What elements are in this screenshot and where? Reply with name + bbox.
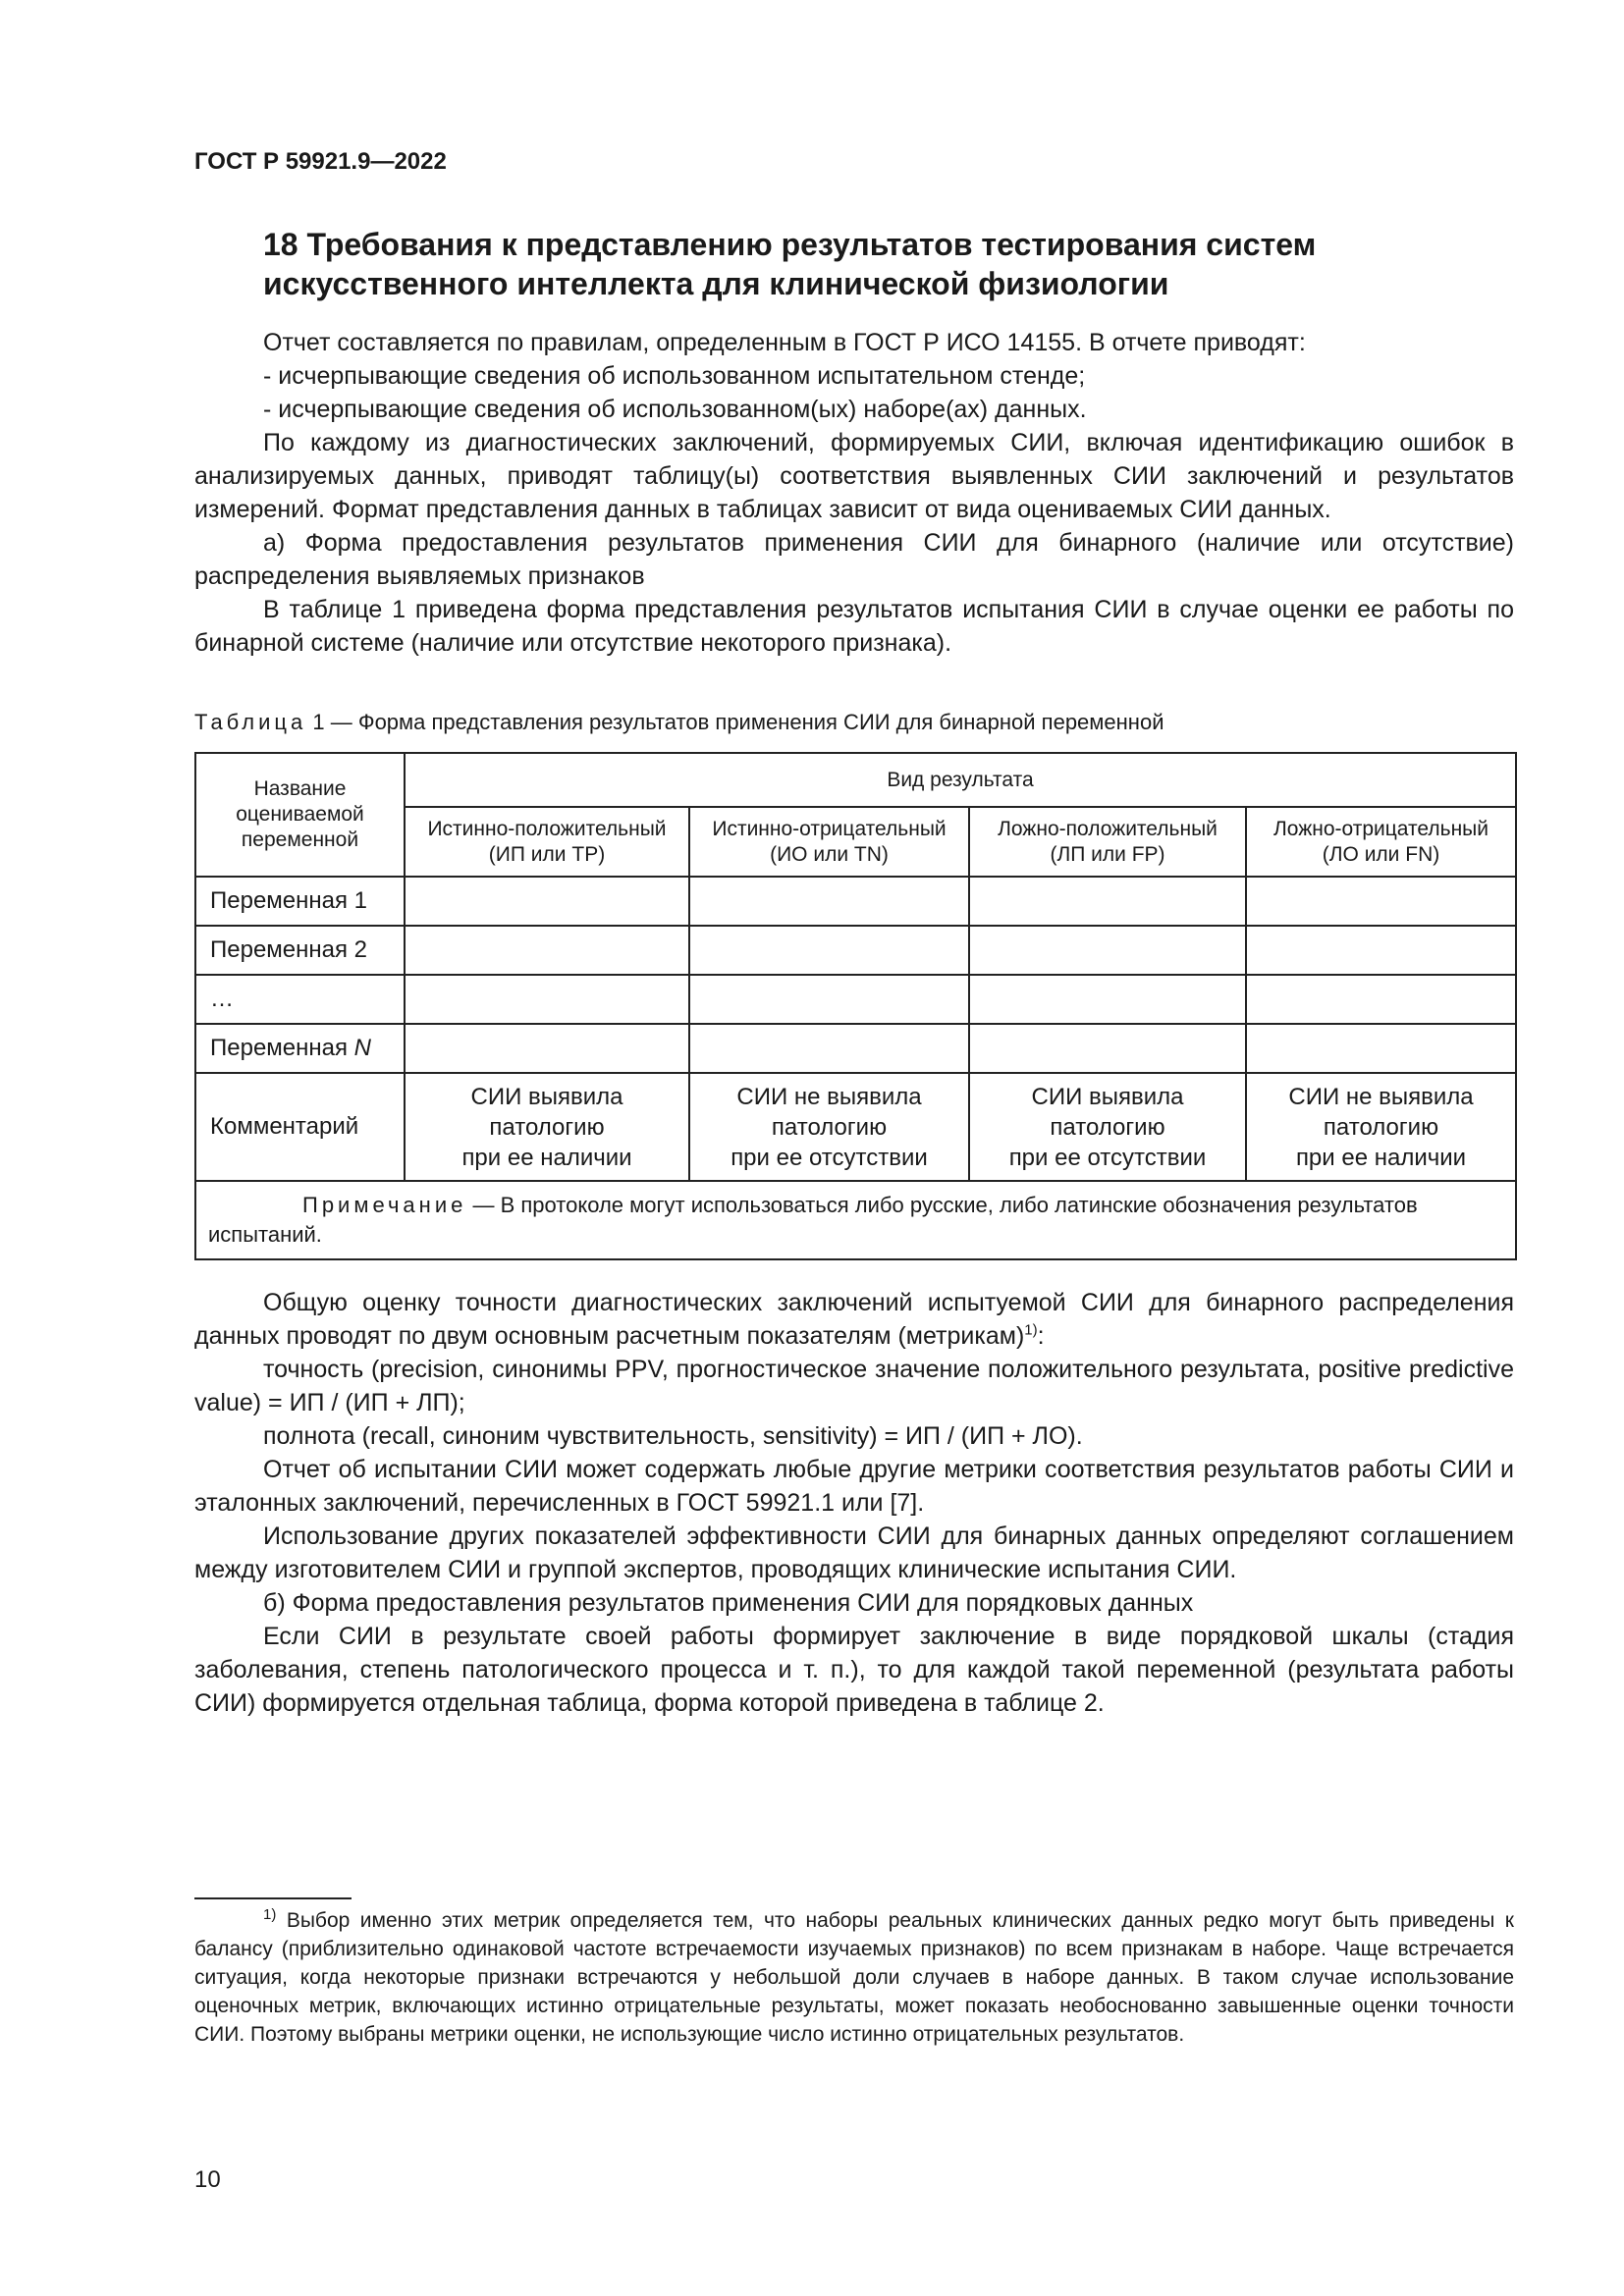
table-caption-word: Таблица — [194, 710, 307, 734]
paragraph: Использование других показателей эффективности СИИ для бинарных данных определяют соглашением между изготовителем СИИ и группой экспертов, проводящих клинические испытания СИИ. — [194, 1522, 1514, 1583]
results-table — [194, 752, 1517, 1260]
row-label: Переменная 2 — [195, 926, 405, 975]
row-label: … — [195, 975, 405, 1024]
intro-paragraph: Отчет составляется по правилам, определенным в ГОСТ Р ИСО 14155. В отчете приводят: — [263, 329, 1306, 356]
empty-cell — [405, 975, 689, 1024]
empty-cell — [689, 975, 969, 1024]
table-note-row — [195, 1181, 1516, 1259]
column-header-abbr: (ЛО или FN) — [1322, 842, 1440, 866]
column-header-line: Ложно-положительный — [998, 817, 1218, 840]
comment-line: патологию — [489, 1113, 605, 1141]
comment-line: при ее отсутствии — [731, 1144, 928, 1171]
column-header-line: Истинно-отрицательный — [712, 817, 947, 840]
table-row — [195, 926, 1516, 975]
comment-line: СИИ выявила — [470, 1083, 623, 1110]
empty-cell — [1246, 877, 1516, 926]
section-title-line-2: искусственного интеллекта для клинической физиологии — [263, 266, 1169, 301]
comment-line: СИИ выявила — [1031, 1083, 1184, 1110]
section-title-line-1: 18 Требования к представлению результатов тестирования систем — [263, 227, 1317, 262]
comment-cell — [405, 1073, 689, 1181]
table-row — [195, 877, 1516, 926]
column-header-fp — [969, 807, 1246, 877]
column-header-tp — [405, 807, 689, 877]
metrics-intro-end: : — [1037, 1322, 1045, 1350]
column-header-line: Истинно-положительный — [427, 817, 667, 840]
intro-list-item: - исчерпывающие сведения об использованном испытательном стенде; — [263, 362, 1086, 390]
paragraph: Отчет об испытании СИИ может содержать любые другие метрики соответствия результатов работы СИИ и эталонных заключений, перечисленных в ГОСТ 59921.1 или [7]. — [194, 1456, 1514, 1517]
table-note-text — [208, 1191, 1503, 1250]
subsection-heading: б) Форма предоставления результатов применения СИИ для порядковых данных — [263, 1589, 1194, 1617]
empty-cell — [405, 1024, 689, 1073]
comment-line: при ее наличии — [1295, 1144, 1467, 1171]
column-header-abbr: (ЛП или FP) — [1050, 842, 1165, 866]
column-header-tn — [689, 807, 969, 877]
intro-paragraph: а) Форма предоставления результатов применения СИИ для бинарного (наличие или отсутствие) распределения выявляемых признаков — [194, 529, 1514, 590]
document-code: ГОСТ Р 59921.9—2022 — [194, 148, 447, 175]
row-label: Переменная 1 — [195, 877, 405, 926]
table-note — [195, 1181, 1516, 1259]
footnote-marker: 1) — [263, 1906, 277, 1923]
empty-cell — [1246, 975, 1516, 1024]
precision-formula: точность (precision, синонимы PPV, прогностическое значение положительного результата, positive predictive value) = ИП / (ИП + ЛП); — [194, 1356, 1514, 1416]
comment-line: СИИ не выявила — [1288, 1083, 1474, 1110]
table-row — [195, 1024, 1516, 1073]
comment-line: СИИ не выявила — [736, 1083, 922, 1110]
result-type-header: Вид результата — [405, 753, 1516, 807]
column-header-abbr: (ИП или TP) — [488, 842, 606, 866]
column-header-fn — [1246, 807, 1516, 877]
comment-line: при ее отсутствии — [1008, 1144, 1207, 1171]
empty-cell — [405, 877, 689, 926]
intro-paragraph: По каждому из диагностических заключений, формируемых СИИ, включая идентификацию ошибок в анализируемых данных, приводят таблицу(ы) соответствия выявленных СИИ заключений и результатов измерений. Формат представления данных в таблицах зависит от вида оцениваемых СИИ данных. — [194, 429, 1514, 523]
empty-cell — [969, 926, 1246, 975]
comment-line: патологию — [1050, 1113, 1165, 1141]
comment-line: патологию — [1323, 1113, 1439, 1141]
empty-cell — [689, 1024, 969, 1073]
post-table-text — [194, 1286, 1514, 1720]
empty-cell — [1246, 926, 1516, 975]
row-label-text: Переменная — [210, 1035, 348, 1061]
footnote-divider — [194, 1897, 352, 1899]
comment-cell — [969, 1073, 1246, 1181]
comment-line: при ее наличии — [461, 1144, 632, 1171]
comment-row — [195, 1073, 1516, 1181]
column-header-abbr: (ИО или TN) — [770, 842, 889, 866]
footnote-paragraph — [194, 1906, 1514, 2049]
intro-list-item: - исчерпывающие сведения об использованном(ых) наборе(ах) данных. — [263, 396, 1087, 423]
table-note-body: — В протоколе могут использоваться либо русские, либо латинские обозначения результатов испытаний. — [208, 1193, 1418, 1247]
comment-label: Комментарий — [195, 1073, 405, 1181]
column-header-line: Ложно-отрицательный — [1272, 817, 1489, 840]
empty-cell — [405, 926, 689, 975]
page-number: 10 — [194, 2166, 221, 2193]
variable-name-header: Название оцениваемой переменной — [195, 753, 405, 877]
table-caption — [194, 709, 1164, 736]
empty-cell — [1246, 1024, 1516, 1073]
metrics-intro-paragraph — [194, 1286, 1514, 1353]
empty-cell — [689, 877, 969, 926]
metrics-intro-text: Общую оценку точности диагностических заключений испытуемой СИИ для бинарного распределения данных проводят по двум основным расчетным показателям (метрикам) — [194, 1289, 1514, 1350]
comment-cell — [1246, 1073, 1516, 1181]
comment-cell — [689, 1073, 969, 1181]
empty-cell — [969, 1024, 1246, 1073]
empty-cell — [969, 877, 1246, 926]
recall-formula: полнота (recall, синоним чувствительность, sensitivity) = ИП / (ИП + ЛО). — [263, 1422, 1083, 1450]
footnote-text: Выбор именно этих метрик определяется тем, что наборы реальных клинических данных редко могут быть приведены к балансу (приблизительно одинаковой частоте встречаемости изучаемых признаков) по всем признакам в наборе. Чаще встречается ситуация, когда некоторые признаки встречаются у небольшой доли случаев в наборе данных. В таком случае использование оценочных метрик, включающих истинно отрицательные результаты, может показать необоснованно завышенные оценки точности СИИ. Поэтому выбраны метрики оценки, не использующие число истинно отрицательных результатов. — [194, 1909, 1514, 2046]
table-note-word: Примечание — [302, 1193, 467, 1217]
comment-line: патологию — [771, 1113, 888, 1141]
table-caption-text: 1 — Форма представления результатов применения СИИ для бинарной переменной — [312, 710, 1164, 734]
footnote — [194, 1906, 1514, 2049]
row-label-italic: N — [353, 1035, 372, 1061]
empty-cell — [689, 926, 969, 975]
footnote-reference: 1) — [1024, 1321, 1038, 1339]
intro-paragraph: В таблице 1 приведена форма представления результатов испытания СИИ в случае оценки ее работы по бинарной системе (наличие или отсутствие некоторого признака). — [194, 596, 1514, 657]
section-title — [263, 225, 1481, 303]
paragraph: Если СИИ в результате своей работы формирует заключение в виде порядковой шкалы (стадия заболевания, степень патологического процесса и т. п.), то для каждой такой переменной (результата работы СИИ) формируется отдельная таблица, форма которой приведена в таблице 2. — [194, 1623, 1514, 1717]
empty-cell — [969, 975, 1246, 1024]
row-label — [195, 1024, 405, 1073]
intro-text — [194, 326, 1514, 660]
table-row — [195, 975, 1516, 1024]
